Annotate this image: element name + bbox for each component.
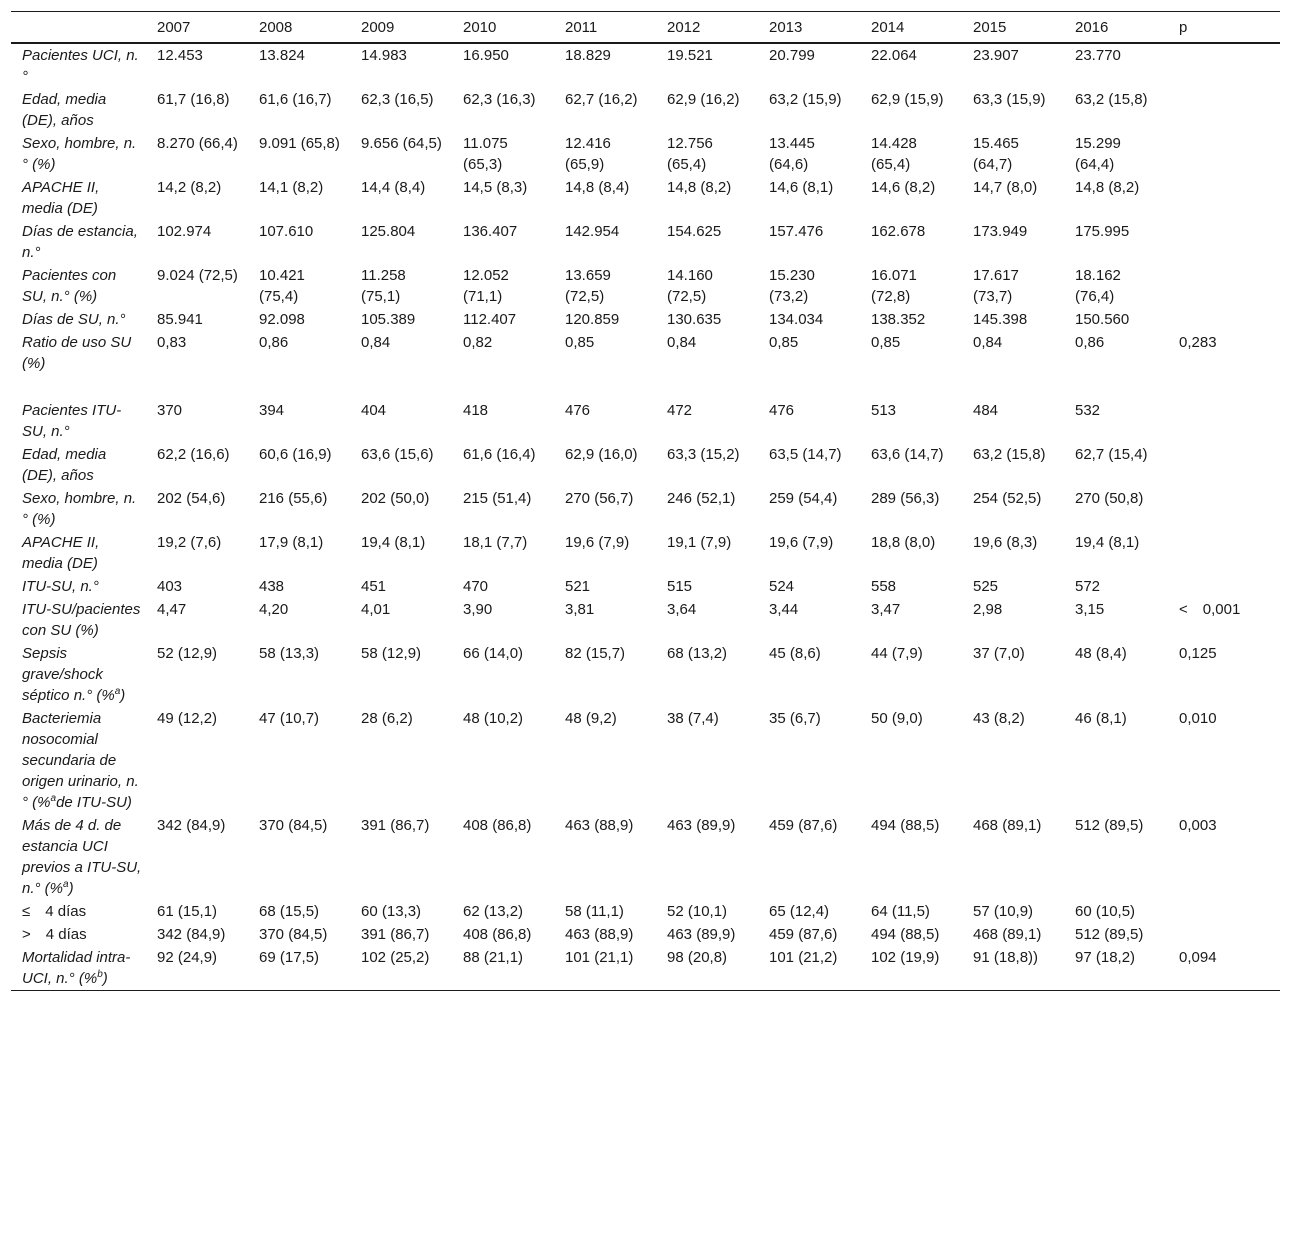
value-cell: 463 (89,9) (667, 817, 736, 834)
header-cell: 2014 (871, 18, 905, 36)
value-cell: 62,2 (16,6) (157, 446, 230, 463)
row-label: Edad, media (DE), años (22, 91, 107, 129)
value-cell: 43 (8,2) (973, 710, 1025, 727)
value-cell: 515 (667, 578, 693, 595)
value-cell: 58 (11,1) (565, 903, 624, 920)
p-value-cell (1168, 43, 1280, 88)
header-cell: 2011 (565, 18, 598, 36)
value-cell: 48 (10,2) (463, 710, 524, 727)
value-cell: 16.950 (463, 47, 509, 64)
value-cell: 61,7 (16,8) (157, 91, 230, 108)
table-row (11, 220, 1280, 264)
value-cell: 463 (88,9) (565, 817, 634, 834)
row-label: Bacteriemia nosocomial secundaria de origen urinario, n.° (%$^a$de ITU-SU) (22, 710, 139, 811)
value-cell: 19,1 (7,9) (667, 534, 732, 551)
value-cell: 97 (18,2) (1075, 949, 1136, 966)
value-cell: 107.610 (259, 223, 314, 240)
p-value-cell (1168, 308, 1280, 331)
value-cell: 484 (973, 402, 999, 419)
value-cell: 19,6 (7,9) (565, 534, 630, 551)
p-value-cell (1168, 487, 1280, 531)
row-label: ≤ 4 días (22, 903, 87, 920)
value-cell: 105.389 (361, 311, 416, 328)
value-cell: 3,64 (667, 601, 697, 618)
value-cell: 370 (84,5) (259, 926, 328, 943)
row-label: Ratio de uso SU (%) (22, 334, 132, 372)
value-cell: 12.416 (65,9) (565, 135, 611, 173)
table-row (11, 43, 1280, 88)
value-cell: 63,6 (15,6) (361, 446, 434, 463)
value-cell: 0,84 (667, 334, 697, 351)
value-cell: 150.560 (1075, 311, 1130, 328)
value-cell: 0,85 (565, 334, 595, 351)
p-value-cell: 0,094 (1179, 949, 1217, 966)
value-cell: 14,5 (8,3) (463, 179, 528, 196)
row-label: ITU-SU, n.° (22, 578, 99, 595)
value-cell: 463 (89,9) (667, 926, 736, 943)
value-cell: 23.907 (973, 47, 1019, 64)
value-cell: 0,86 (1075, 334, 1105, 351)
value-cell: 476 (565, 402, 591, 419)
value-cell: 468 (89,1) (973, 817, 1042, 834)
table-row (11, 923, 1280, 946)
value-cell: 38 (7,4) (667, 710, 719, 727)
value-cell: 9.656 (64,5) (361, 135, 442, 152)
p-value-cell (1168, 88, 1280, 132)
table-row (11, 707, 1280, 814)
value-cell: 12.756 (65,4) (667, 135, 713, 173)
value-cell: 391 (86,7) (361, 817, 430, 834)
value-cell: 532 (1075, 402, 1101, 419)
value-cell: 52 (10,1) (667, 903, 728, 920)
value-cell: 512 (89,5) (1075, 817, 1144, 834)
value-cell: 525 (973, 578, 999, 595)
value-cell: 19,6 (7,9) (769, 534, 834, 551)
header-cell: 2013 (769, 18, 803, 36)
value-cell: 13.824 (259, 47, 305, 64)
header-cell: 2007 (157, 18, 191, 36)
value-cell: 19,2 (7,6) (157, 534, 222, 551)
value-cell: 154.625 (667, 223, 722, 240)
p-value-cell (1168, 220, 1280, 264)
value-cell: 463 (88,9) (565, 926, 634, 943)
value-cell: 9.091 (65,8) (259, 135, 340, 152)
table-row (11, 575, 1280, 598)
value-cell: 91 (18,8)) (973, 949, 1039, 966)
value-cell: 14,8 (8,2) (667, 179, 732, 196)
row-label: APACHE II, media (DE) (22, 534, 100, 572)
value-cell: 451 (361, 578, 387, 595)
data-table (11, 11, 1280, 991)
p-value-cell (1168, 132, 1280, 176)
value-cell: 394 (259, 402, 285, 419)
value-cell: 92.098 (259, 311, 305, 328)
value-cell: 19,6 (8,3) (973, 534, 1038, 551)
value-cell: 15.299 (64,4) (1075, 135, 1121, 173)
value-cell: 60 (10,5) (1075, 903, 1136, 920)
table-row (11, 132, 1280, 176)
value-cell: 62,9 (16,0) (565, 446, 638, 463)
value-cell: 138.352 (871, 311, 926, 328)
value-cell: 58 (12,9) (361, 645, 422, 662)
value-cell: 18,8 (8,0) (871, 534, 936, 551)
value-cell: 112.407 (463, 311, 517, 328)
value-cell: 35 (6,7) (769, 710, 821, 727)
value-cell: 3,90 (463, 601, 493, 618)
value-cell: 65 (12,4) (769, 903, 830, 920)
value-cell: 125.804 (361, 223, 416, 240)
value-cell: 157.476 (769, 223, 824, 240)
value-cell: 82 (15,7) (565, 645, 626, 662)
value-cell: 2,98 (973, 601, 1003, 618)
value-cell: 370 (84,5) (259, 817, 328, 834)
value-cell: 0,82 (463, 334, 493, 351)
value-cell: 18.162 (76,4) (1075, 267, 1121, 305)
value-cell: 120.859 (565, 311, 620, 328)
value-cell: 342 (84,9) (157, 817, 226, 834)
p-value-cell: 0,003 (1179, 817, 1217, 834)
value-cell: 63,3 (15,2) (667, 446, 740, 463)
row-label: APACHE II, media (DE) (22, 179, 100, 217)
value-cell: 19,4 (8,1) (361, 534, 426, 551)
value-cell: 69 (17,5) (259, 949, 320, 966)
value-cell: 12.453 (157, 47, 203, 64)
value-cell: 14,4 (8,4) (361, 179, 426, 196)
value-cell: 404 (361, 402, 387, 419)
value-cell: 37 (7,0) (973, 645, 1025, 662)
value-cell: 408 (86,8) (463, 817, 532, 834)
value-cell: 472 (667, 402, 693, 419)
value-cell: 88 (21,1) (463, 949, 524, 966)
value-cell: 62,9 (16,2) (667, 91, 740, 108)
p-value-cell (1168, 923, 1280, 946)
value-cell: 46 (8,1) (1075, 710, 1127, 727)
row-label: Sepsis grave/shock séptico n.° (%$^a$) (22, 645, 126, 704)
value-cell: 63,2 (15,8) (1075, 91, 1148, 108)
table-row (11, 642, 1280, 707)
value-cell: 49 (12,2) (157, 710, 218, 727)
row-label: Sexo, hombre, n.° (%) (22, 490, 137, 528)
p-value-cell (1168, 900, 1280, 923)
value-cell: 63,3 (15,9) (973, 91, 1046, 108)
p-value-cell (1168, 531, 1280, 575)
value-cell: 558 (871, 578, 897, 595)
header-cell: p (1179, 18, 1188, 36)
row-label: Pacientes UCI, n.° (22, 47, 139, 85)
row-label: Días de SU, n.° (22, 311, 126, 328)
value-cell: 9.024 (72,5) (157, 267, 238, 284)
p-value-cell (1168, 399, 1280, 443)
table-row (11, 88, 1280, 132)
value-cell: 14,6 (8,1) (769, 179, 834, 196)
value-cell: 14.983 (361, 47, 407, 64)
value-cell: 246 (52,1) (667, 490, 736, 507)
value-cell: 63,2 (15,9) (769, 91, 842, 108)
value-cell: 0,86 (259, 334, 289, 351)
p-value-cell: 0,125 (1179, 645, 1217, 662)
table-row (11, 900, 1280, 923)
value-cell: 0,84 (361, 334, 391, 351)
table-row (11, 443, 1280, 487)
value-cell: 102.974 (157, 223, 212, 240)
row-label: Días de estancia, n.° (22, 223, 138, 261)
value-cell: 14,6 (8,2) (871, 179, 936, 196)
value-cell: 13.445 (64,6) (769, 135, 815, 173)
header-cell: 2010 (463, 18, 497, 36)
table-row (11, 331, 1280, 375)
value-cell: 130.635 (667, 311, 722, 328)
value-cell: 101 (21,1) (565, 949, 634, 966)
value-cell: 418 (463, 402, 489, 419)
value-cell: 15.230 (73,2) (769, 267, 815, 305)
table-row (11, 531, 1280, 575)
table-row (11, 598, 1280, 642)
value-cell: 14.160 (72,5) (667, 267, 713, 305)
value-cell: 0,85 (871, 334, 901, 351)
value-cell: 102 (19,9) (871, 949, 940, 966)
value-cell: 45 (8,6) (769, 645, 821, 662)
header-cell: 2009 (361, 18, 395, 36)
value-cell: 17.617 (73,7) (973, 267, 1019, 305)
table-row (11, 814, 1280, 900)
value-cell: 259 (54,4) (769, 490, 838, 507)
value-cell: 494 (88,5) (871, 817, 940, 834)
row-label: Edad, media (DE), años (22, 446, 107, 484)
value-cell: 64 (11,5) (871, 903, 930, 920)
table-body (11, 43, 1280, 991)
row-label: Pacientes ITU-SU, n.° (22, 402, 122, 440)
value-cell: 254 (52,5) (973, 490, 1042, 507)
value-cell: 15.465 (64,7) (973, 135, 1019, 173)
value-cell: 513 (871, 402, 897, 419)
value-cell: 403 (157, 578, 183, 595)
value-cell: 145.398 (973, 311, 1028, 328)
value-cell: 85.941 (157, 311, 203, 328)
value-cell: 470 (463, 578, 489, 595)
row-label: > 4 días (22, 926, 87, 943)
row-label: Sexo, hombre, n.° (%) (22, 135, 137, 173)
value-cell: 270 (50,8) (1075, 490, 1144, 507)
value-cell: 524 (769, 578, 795, 595)
value-cell: 438 (259, 578, 285, 595)
value-cell: 66 (14,0) (463, 645, 524, 662)
p-value-cell (1168, 264, 1280, 308)
value-cell: 68 (13,2) (667, 645, 728, 662)
value-cell: 14,2 (8,2) (157, 179, 222, 196)
value-cell: 19.521 (667, 47, 713, 64)
table-row (11, 946, 1280, 991)
value-cell: 63,2 (15,8) (973, 446, 1046, 463)
header-cell-blank (11, 12, 146, 44)
value-cell: 61,6 (16,4) (463, 446, 536, 463)
value-cell: 14,8 (8,2) (1075, 179, 1140, 196)
p-value-cell (1168, 176, 1280, 220)
p-value-cell: 0,283 (1179, 334, 1217, 351)
value-cell: 289 (56,3) (871, 490, 940, 507)
value-cell: 3,44 (769, 601, 799, 618)
value-cell: 11.258 (75,1) (361, 267, 406, 305)
value-cell: 459 (87,6) (769, 926, 838, 943)
value-cell: 63,5 (14,7) (769, 446, 842, 463)
header-cell: 2016 (1075, 18, 1109, 36)
value-cell: 101 (21,2) (769, 949, 838, 966)
value-cell: 44 (7,9) (871, 645, 923, 662)
value-cell: 459 (87,6) (769, 817, 838, 834)
value-cell: 3,15 (1075, 601, 1105, 618)
value-cell: 572 (1075, 578, 1101, 595)
p-value-cell (1168, 575, 1280, 598)
value-cell: 4,47 (157, 601, 187, 618)
value-cell: 3,47 (871, 601, 901, 618)
value-cell: 14,1 (8,2) (259, 179, 324, 196)
value-cell: 14,7 (8,0) (973, 179, 1038, 196)
value-cell: 62 (13,2) (463, 903, 524, 920)
value-cell: 342 (84,9) (157, 926, 226, 943)
value-cell: 68 (15,5) (259, 903, 320, 920)
value-cell: 0,83 (157, 334, 187, 351)
value-cell: 142.954 (565, 223, 620, 240)
value-cell: 62,9 (15,9) (871, 91, 944, 108)
value-cell: 18,1 (7,7) (463, 534, 528, 551)
value-cell: 14.428 (65,4) (871, 135, 917, 173)
value-cell: 16.071 (72,8) (871, 267, 917, 305)
value-cell: 62,7 (15,4) (1075, 446, 1148, 463)
value-cell: 4,01 (361, 601, 391, 618)
table-header-row (11, 12, 1280, 44)
p-value-cell: < 0,001 (1179, 601, 1241, 618)
value-cell: 61 (15,1) (157, 903, 218, 920)
value-cell: 521 (565, 578, 591, 595)
value-cell: 468 (89,1) (973, 926, 1042, 943)
table-row (11, 308, 1280, 331)
value-cell: 62,3 (16,3) (463, 91, 536, 108)
value-cell: 22.064 (871, 47, 917, 64)
value-cell: 370 (157, 402, 183, 419)
value-cell: 60,6 (16,9) (259, 446, 332, 463)
value-cell: 0,85 (769, 334, 799, 351)
value-cell: 18.829 (565, 47, 611, 64)
table-row (11, 487, 1280, 531)
header-cell: 2015 (973, 18, 1007, 36)
value-cell: 57 (10,9) (973, 903, 1034, 920)
value-cell: 162.678 (871, 223, 926, 240)
value-cell: 136.407 (463, 223, 518, 240)
value-cell: 17,9 (8,1) (259, 534, 324, 551)
section-spacer (11, 375, 1280, 399)
p-value-cell (1168, 443, 1280, 487)
value-cell: 8.270 (66,4) (157, 135, 238, 152)
value-cell: 48 (8,4) (1075, 645, 1127, 662)
row-label: Más de 4 d. de estancia UCI previos a ITU-SU, n.° (%$^a$) (22, 817, 142, 897)
value-cell: 408 (86,8) (463, 926, 532, 943)
row-label: Pacientes con SU, n.° (%) (22, 267, 117, 305)
value-cell: 98 (20,8) (667, 949, 728, 966)
value-cell: 202 (54,6) (157, 490, 226, 507)
header-cell: 2008 (259, 18, 293, 36)
value-cell: 20.799 (769, 47, 815, 64)
value-cell: 215 (51,4) (463, 490, 532, 507)
value-cell: 512 (89,5) (1075, 926, 1144, 943)
table-row (11, 176, 1280, 220)
value-cell: 60 (13,3) (361, 903, 422, 920)
value-cell: 62,7 (16,2) (565, 91, 638, 108)
value-cell: 52 (12,9) (157, 645, 218, 662)
table-row (11, 399, 1280, 443)
value-cell: 4,20 (259, 601, 289, 618)
value-cell: 270 (56,7) (565, 490, 634, 507)
row-label: ITU-SU/pacientes con SU (%) (22, 601, 141, 639)
value-cell: 13.659 (72,5) (565, 267, 611, 305)
value-cell: 12.052 (71,1) (463, 267, 509, 305)
value-cell: 14,8 (8,4) (565, 179, 630, 196)
value-cell: 391 (86,7) (361, 926, 430, 943)
value-cell: 216 (55,6) (259, 490, 328, 507)
value-cell: 47 (10,7) (259, 710, 320, 727)
value-cell: 19,4 (8,1) (1075, 534, 1140, 551)
header-cell: 2012 (667, 18, 701, 36)
value-cell: 102 (25,2) (361, 949, 430, 966)
value-cell: 61,6 (16,7) (259, 91, 332, 108)
row-label: Mortalidad intra-UCI, n.° (%$^b$) (22, 949, 131, 987)
value-cell: 10.421 (75,4) (259, 267, 305, 305)
value-cell: 3,81 (565, 601, 595, 618)
p-value-cell: 0,010 (1179, 710, 1217, 727)
value-cell: 175.995 (1075, 223, 1130, 240)
value-cell: 28 (6,2) (361, 710, 413, 727)
value-cell: 48 (9,2) (565, 710, 617, 727)
value-cell: 494 (88,5) (871, 926, 940, 943)
table-row (11, 264, 1280, 308)
value-cell: 58 (13,3) (259, 645, 320, 662)
value-cell: 173.949 (973, 223, 1028, 240)
value-cell: 202 (50,0) (361, 490, 430, 507)
value-cell: 476 (769, 402, 795, 419)
value-cell: 50 (9,0) (871, 710, 923, 727)
value-cell: 0,84 (973, 334, 1003, 351)
value-cell: 23.770 (1075, 47, 1121, 64)
value-cell: 134.034 (769, 311, 824, 328)
value-cell: 63,6 (14,7) (871, 446, 944, 463)
value-cell: 11.075 (65,3) (463, 135, 508, 173)
value-cell: 92 (24,9) (157, 949, 218, 966)
value-cell: 62,3 (16,5) (361, 91, 434, 108)
